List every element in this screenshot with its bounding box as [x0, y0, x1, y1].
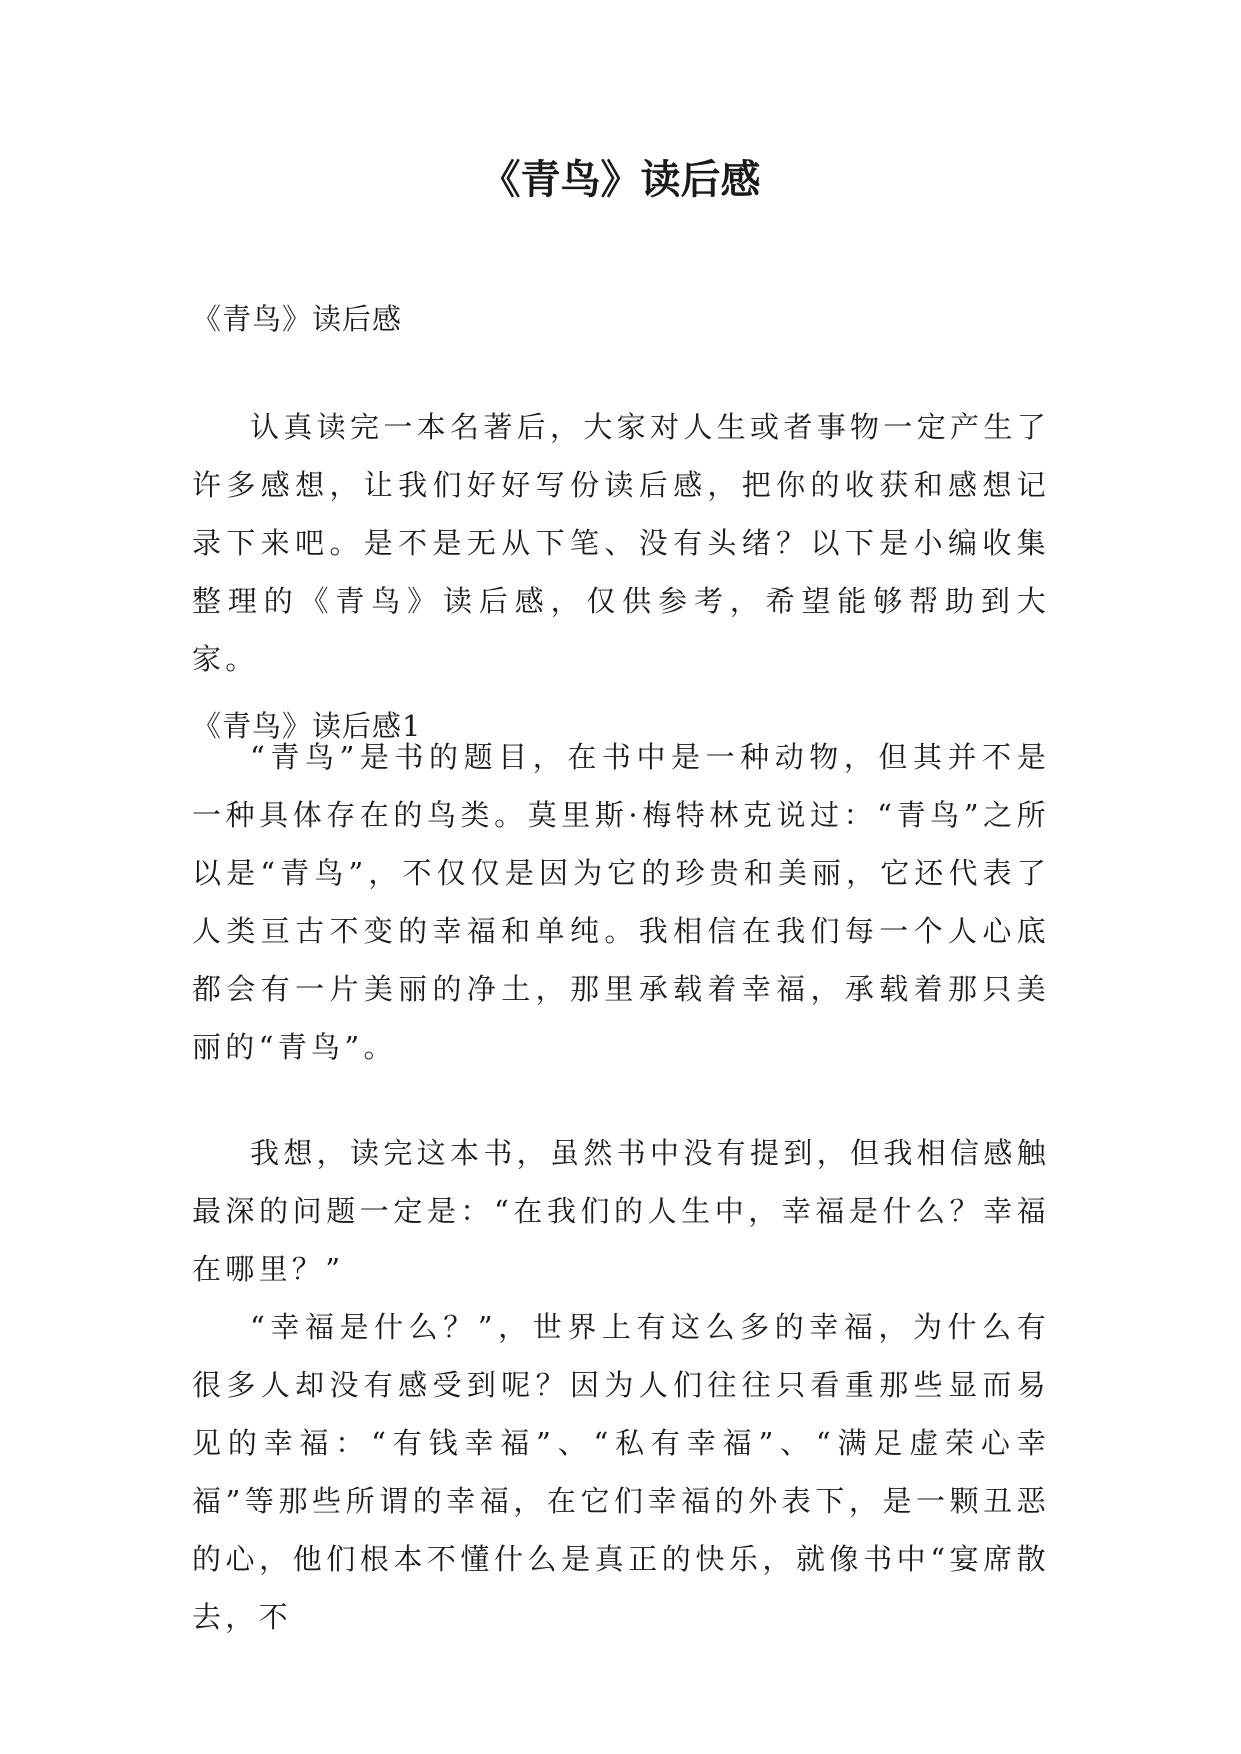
intro-paragraph: 认真读完一本名著后，大家对人生或者事物一定产生了许多感想，让我们好好写份读后感，把你的收获和感想记录下来吧。是不是无从下笔、没有头绪？以下是小编收集整理的《青鸟》读后感，仅供参考，希望能够帮助到大家。 — [192, 410, 1050, 676]
document-title: 《青鸟》读后感 — [480, 157, 761, 203]
body-paragraph-3: “幸福是什么？”，世界上有这么多的幸福，为什么有很多人却没有感受到呢？因为人们往往只看重那些显而易见的幸福：“有钱幸福”、“私有幸福”、“满足虚荣心幸福”等那些所谓的幸福，在它们幸福的外表下，是一颗丑恶的心，他们根本不懂什么是真正的快乐，就像书中“宴席散去，不 — [192, 1310, 1050, 1634]
body-paragraph-1: “青鸟”是书的题目，在书中是一种动物，但其并不是一种具体存在的鸟类。莫里斯·梅特林克说过：“青鸟”之所以是“青鸟”，不仅仅是因为它的珍贵和美丽，它还代表了人类亘古不变的幸福和单纯。我相信在我们每一个人心底都会有一片美丽的净土，那里承载着幸福，承载着那只美丽的“青鸟”。 — [192, 740, 1050, 1064]
body-paragraph-2: 我想，读完这本书，虽然书中没有提到，但我相信感触最深的问题一定是：“在我们的人生中，幸福是什么？幸福在哪里？” — [192, 1136, 1050, 1286]
subtitle: 《青鸟》读后感 — [192, 302, 403, 336]
section-heading: 《青鸟》读后感1 — [192, 709, 422, 743]
